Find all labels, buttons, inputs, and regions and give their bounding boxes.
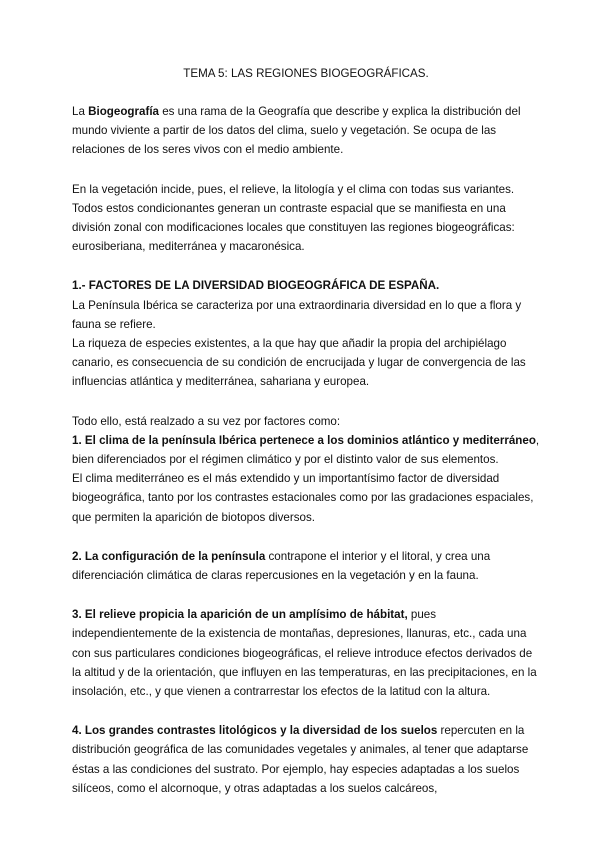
factor-2-rest: contrapone el interior y el litoral, y crea una diferenciación climática de claras repercusiones en la vegetación y en la fauna.: [72, 549, 491, 583]
factor-4-bold: 4. Los grandes contrastes litológicos y la diversidad de los suelos: [72, 724, 438, 738]
intro-lead: La: [72, 105, 89, 118]
factor-2-bold: 2. La configuración de la península: [72, 549, 266, 563]
factor-1-paragraph-2: El clima mediterráneo es el más extendido y un importantísimo factor de diversidad biogeográfica, tanto por los contrastes estacionales como por las gradaciones espaciales, que permiten la aparición de biotopos diversos.: [72, 472, 534, 524]
factor-4-rest: repercuten en la distribución geográfica de las comunidades vegetales y animales, al tener que adaptarse éstas a las condiciones del sustrato. Por ejemplo, hay especies adaptadas a los suelos silíceos, como el alcornoque, y otras adaptadas a los suelos calcáreos,: [72, 724, 529, 795]
intro-paragraph: [72, 102, 540, 160]
factor-1-rest: , bien diferenciados por el régimen climático y por el distinto valor de sus elementos.: [72, 433, 540, 467]
factor-2-paragraph: [72, 547, 540, 585]
factor-3-paragraph: [72, 605, 540, 701]
intro-bold: Biogeografía: [88, 105, 159, 118]
page-title: TEMA 5: LAS REGIONES BIOGEOGRÁFICAS.: [183, 67, 429, 80]
section-1-paragraph-2: La riqueza de especies existentes, a la que hay que añadir la propia del archipiélago canario, es consecuencia de su condición de encrucijada y lugar de convergencia de las influencias atlántica y mediterránea, sahariana y europea.: [72, 337, 526, 389]
section-1-paragraph-1: La Península Ibérica se caracteriza por una extraordinaria diversidad en lo que a flora y fauna se refiere.: [72, 298, 522, 331]
factor-4-paragraph: [72, 721, 540, 798]
factor-1-bold: 1. El clima de la península Ibérica pertenece a los dominios atlántico y mediterráneo: [72, 433, 536, 447]
paragraph-2: En la vegetación incide, pues, el relieve, la litología y el clima con todas sus variantes. Todos estos condicionantes generan un contraste espacial que se manifiesta en una división zonal con modificaciones locales que constituyen las regiones biogeográficas: eurosiberiana, mediterránea y macaronésica.: [72, 182, 515, 254]
factor-3-rest: pues independientemente de la existencia de montañas, depresiones, llanuras, etc., cada una con sus particulares condiciones biogeográficas, el relieve introduce efectos derivados de la altitud y de la orientación, que influyen en las temperaturas, en las precipitaciones, en la insolación, etc., y que vienen a contrarrestar los efectos de la latitud con la altura.: [72, 608, 537, 699]
factor-1-paragraph: [72, 431, 540, 469]
section-1-heading: 1.- FACTORES DE LA DIVERSIDAD BIOGEOGRÁFICA DE ESPAÑA.: [72, 279, 440, 293]
factor-3-bold: 3. El relieve propicia la aparición de un amplísimo de hábitat,: [72, 608, 408, 622]
factors-intro: Todo ello, está realzado a su vez por factores como:: [72, 414, 341, 428]
intro-rest: es una rama de la Geografía que describe y explica la distribución del mundo viviente a partir de los datos del clima, suelo y vegetación. Se ocupa de las relaciones de los seres vivos con el medio ambiente.: [72, 105, 521, 157]
